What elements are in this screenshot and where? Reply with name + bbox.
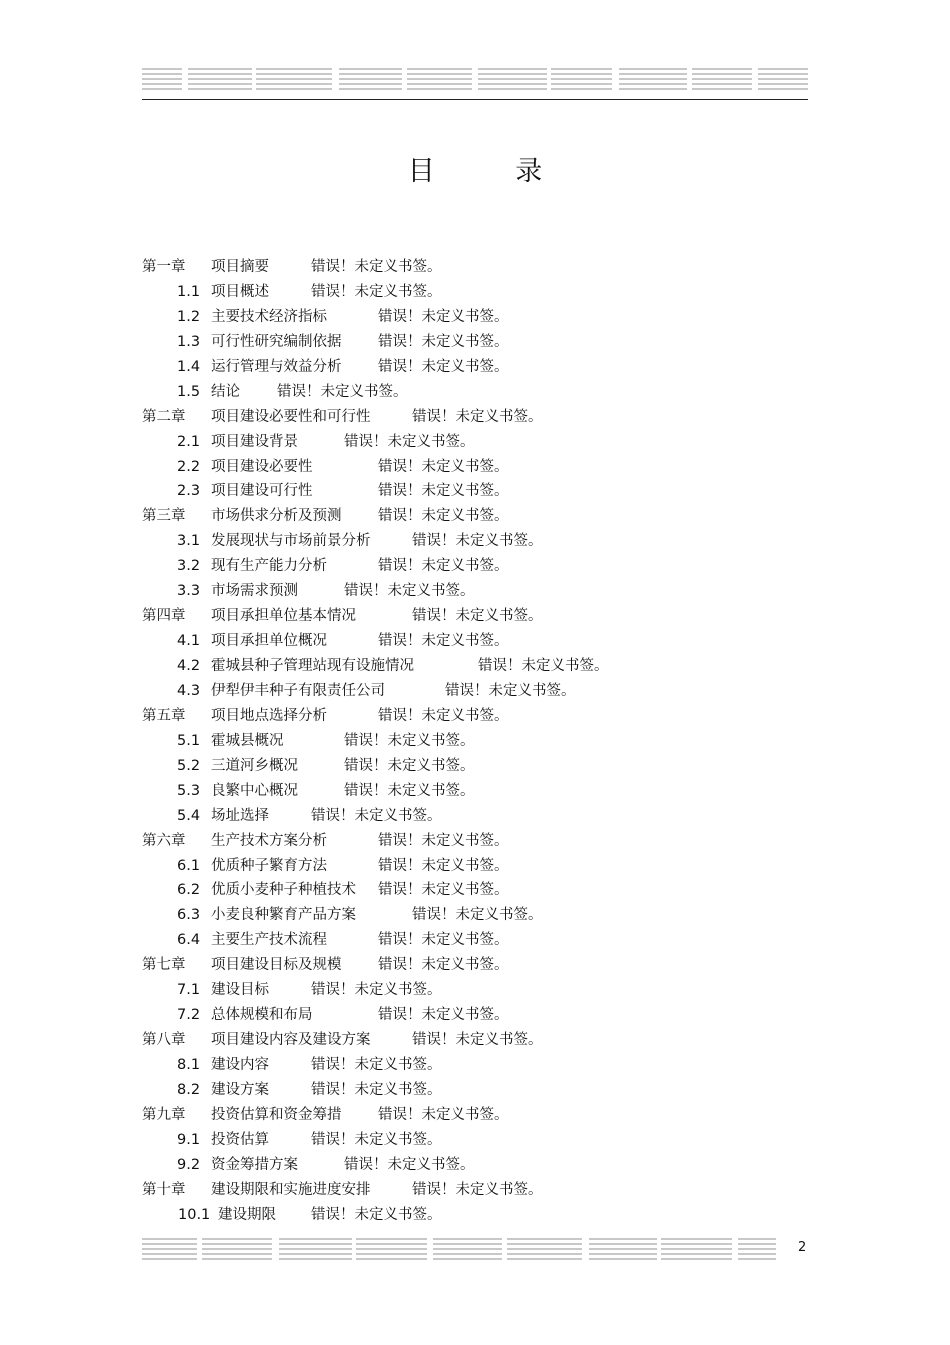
toc-entry[interactable] <box>142 305 762 330</box>
toc-entry-number: 9.1 <box>177 1131 201 1148</box>
toc-entry-page-ref: 错误！未定义书签。 <box>311 1131 442 1148</box>
toc-entry-number: 第三章 <box>142 508 186 525</box>
toc-entry-title: 建设期限 <box>218 1206 276 1223</box>
footer-blurred-text <box>142 1236 776 1264</box>
toc-entry[interactable] <box>142 903 762 928</box>
toc-entry-page-ref: 错误！未定义书签。 <box>378 857 509 874</box>
toc-entry-title: 建设方案 <box>211 1081 269 1098</box>
toc-entry[interactable] <box>142 654 762 679</box>
toc-entry-page-ref: 错误！未定义书签。 <box>344 732 475 749</box>
toc-entry-title: 总体规模和布局 <box>211 1007 313 1024</box>
toc-entry-title: 小麦良种繁育产品方案 <box>211 907 356 924</box>
toc-entry-page-ref: 错误！未定义书签。 <box>378 832 509 849</box>
toc-entry-title: 项目承担单位概况 <box>211 633 327 650</box>
toc-entry-page-ref: 错误！未定义书签。 <box>311 982 442 999</box>
toc-entry-title: 发展现状与市场前景分析 <box>211 533 371 550</box>
toc-entry-page-ref: 错误！未定义书签。 <box>445 682 576 699</box>
toc-entry-number: 9.2 <box>177 1156 201 1173</box>
toc-entry-number: 2.1 <box>177 433 201 450</box>
toc-entry-title: 良繁中心概况 <box>211 782 298 799</box>
toc-entry-title: 项目建设必要性和可行性 <box>211 408 371 425</box>
toc-entry-number: 1.2 <box>177 308 201 325</box>
toc-entry[interactable] <box>142 455 762 480</box>
toc-entry[interactable] <box>142 380 762 405</box>
toc-entry[interactable] <box>142 878 762 903</box>
toc-entry[interactable] <box>142 804 762 829</box>
toc-entry-page-ref: 错误！未定义书签。 <box>378 358 509 375</box>
toc-entry-page-ref: 错误！未定义书签。 <box>311 259 442 275</box>
toc-entry-page-ref: 错误！未定义书签。 <box>311 807 442 824</box>
toc-entry[interactable] <box>142 330 762 355</box>
toc-entry-page-ref: 错误！未定义书签。 <box>412 907 543 924</box>
toc-entry[interactable] <box>142 629 762 654</box>
toc-entry-number: 3.1 <box>177 533 201 550</box>
toc-entry-title: 建设期限和实施进度安排 <box>211 1181 371 1198</box>
toc-entry-page-ref: 错误！未定义书签。 <box>344 433 475 450</box>
toc-entry-title: 项目建设目标及规模 <box>211 957 342 974</box>
toc-entry-title: 伊犁伊丰种子有限责任公司 <box>211 682 385 699</box>
toc-entry-number: 第七章 <box>142 957 186 974</box>
toc-entry[interactable] <box>142 504 762 529</box>
toc-entry[interactable] <box>142 1103 762 1128</box>
toc-entry-title: 优质小麦种子种植技术 <box>211 882 356 899</box>
toc-entry-page-ref: 错误！未定义书签。 <box>412 1181 543 1198</box>
toc-entry-page-ref: 错误！未定义书签。 <box>311 1081 442 1098</box>
toc-entry-page-ref: 错误！未定义书签。 <box>378 932 509 949</box>
toc-entry-page-ref: 错误！未定义书签。 <box>311 283 442 300</box>
toc-entry-title: 项目建设内容及建设方案 <box>211 1032 371 1049</box>
toc-entry-title: 主要生产技术流程 <box>211 932 327 949</box>
toc-entry-title: 霍城县概况 <box>211 732 284 749</box>
toc-entry-number: 第一章 <box>142 259 186 275</box>
toc-entry[interactable] <box>142 704 762 729</box>
toc-entry[interactable] <box>142 854 762 879</box>
toc-entry[interactable] <box>142 1078 762 1103</box>
toc-entry-title: 运行管理与效益分析 <box>211 358 342 375</box>
toc-entry-title: 可行性研究编制依据 <box>211 333 342 350</box>
toc-entry-number: 第八章 <box>142 1032 186 1049</box>
toc-entry-number: 6.1 <box>177 857 201 874</box>
toc-entry[interactable] <box>142 529 762 554</box>
toc-entry-page-ref: 错误！未定义书签。 <box>344 782 475 799</box>
toc-entry-number: 2.2 <box>177 458 201 475</box>
header-blurred-text <box>142 66 808 96</box>
toc-entry-title: 结论 <box>211 383 240 400</box>
toc-entry-title: 生产技术方案分析 <box>211 832 327 849</box>
toc-list <box>142 255 762 1228</box>
toc-entry-number: 2.3 <box>177 483 201 500</box>
toc-entry-number: 第二章 <box>142 408 186 425</box>
toc-entry-title: 项目建设必要性 <box>211 458 313 475</box>
toc-entry-title: 资金筹措方案 <box>211 1156 298 1173</box>
toc-entry[interactable] <box>142 479 762 504</box>
toc-entry-number: 5.3 <box>177 782 201 799</box>
toc-entry-number: 3.3 <box>177 583 201 600</box>
toc-entry-title: 投资估算 <box>211 1131 269 1148</box>
toc-entry[interactable] <box>142 579 762 604</box>
toc-entry[interactable] <box>142 928 762 953</box>
toc-entry-number: 1.3 <box>177 333 201 350</box>
toc-entry-page-ref: 错误！未定义书签。 <box>378 333 509 350</box>
toc-entry-page-ref: 错误！未定义书签。 <box>344 1156 475 1173</box>
page-number: 2 <box>798 1240 807 1255</box>
toc-entry[interactable] <box>142 754 762 779</box>
toc-entry-number: 第九章 <box>142 1106 186 1123</box>
toc-entry-page-ref: 错误！未定义书签。 <box>412 1032 543 1049</box>
toc-entry-number: 第四章 <box>142 608 186 625</box>
toc-entry-number: 5.2 <box>177 757 201 774</box>
toc-entry[interactable] <box>142 280 762 305</box>
toc-entry-page-ref: 错误！未定义书签。 <box>378 707 509 724</box>
toc-entry-title: 建设内容 <box>211 1057 269 1073</box>
toc-entry-number: 5.4 <box>177 807 201 824</box>
toc-entry-page-ref: 错误！未定义书签。 <box>378 508 509 525</box>
toc-entry-page-ref: 错误！未定义书签。 <box>311 1057 442 1073</box>
toc-entry-page-ref: 错误！未定义书签。 <box>378 633 509 650</box>
toc-entry-title: 市场需求预测 <box>211 583 298 600</box>
toc-title: 目 录 <box>407 156 579 187</box>
toc-entry[interactable] <box>142 1203 762 1228</box>
toc-entry-page-ref: 错误！未定义书签。 <box>412 533 543 550</box>
toc-entry-title: 项目地点选择分析 <box>211 707 327 724</box>
toc-entry-page-ref: 错误！未定义书签。 <box>344 757 475 774</box>
toc-entry-number: 5.1 <box>177 732 201 749</box>
toc-entry-number: 8.1 <box>177 1057 201 1073</box>
toc-entry-number: 4.2 <box>177 658 201 674</box>
toc-entry[interactable] <box>142 729 762 754</box>
toc-entry[interactable] <box>142 405 762 430</box>
toc-entry-number: 10.1 <box>178 1206 211 1223</box>
toc-entry[interactable] <box>142 679 762 704</box>
toc-entry[interactable] <box>142 355 762 380</box>
toc-entry-title: 投资估算和资金筹措 <box>211 1106 342 1123</box>
toc-entry-title: 现有生产能力分析 <box>211 558 327 575</box>
toc-entry-title: 市场供求分析及预测 <box>211 508 342 525</box>
toc-entry[interactable] <box>142 1053 762 1078</box>
toc-entry-title: 优质种子繁育方法 <box>211 857 327 874</box>
toc-entry-page-ref: 错误！未定义书签。 <box>412 408 543 425</box>
toc-entry-number: 4.1 <box>177 633 201 650</box>
toc-entry[interactable] <box>142 1178 762 1203</box>
toc-entry-title: 项目承担单位基本情况 <box>211 608 356 625</box>
toc-entry-number: 1.4 <box>177 358 201 375</box>
toc-entry[interactable] <box>142 953 762 978</box>
toc-entry-number: 6.2 <box>177 882 201 899</box>
toc-entry-page-ref: 错误！未定义书签。 <box>478 658 609 674</box>
toc-entry-title: 霍城县种子管理站现有设施情况 <box>211 658 414 674</box>
toc-entry-number: 1.5 <box>177 383 201 400</box>
toc-entry-number: 7.2 <box>177 1007 201 1024</box>
toc-entry-number: 7.1 <box>177 982 201 999</box>
toc-entry-number: 第六章 <box>142 832 186 849</box>
toc-entry-number: 8.2 <box>177 1081 201 1098</box>
toc-entry[interactable] <box>142 604 762 629</box>
toc-entry-number: 第十章 <box>142 1181 186 1198</box>
toc-entry-page-ref: 错误！未定义书签。 <box>378 882 509 899</box>
toc-entry-number: 4.3 <box>177 682 201 699</box>
toc-entry[interactable] <box>142 1028 762 1053</box>
toc-entry-title: 主要技术经济指标 <box>211 308 327 325</box>
toc-entry-page-ref: 错误！未定义书签。 <box>378 308 509 325</box>
toc-entry[interactable] <box>142 829 762 854</box>
toc-entry-page-ref: 错误！未定义书签。 <box>412 608 543 625</box>
toc-entry-page-ref: 错误！未定义书签。 <box>378 458 509 475</box>
toc-entry-title: 项目建设背景 <box>211 433 298 450</box>
toc-entry[interactable] <box>142 1003 762 1028</box>
toc-entry-number: 1.1 <box>177 283 201 300</box>
toc-entry-page-ref: 错误！未定义书签。 <box>277 383 408 400</box>
toc-entry-page-ref: 错误！未定义书签。 <box>344 583 475 600</box>
header-rule <box>142 99 808 100</box>
toc-entry[interactable] <box>142 779 762 804</box>
toc-entry[interactable] <box>142 255 762 280</box>
toc-entry-page-ref: 错误！未定义书签。 <box>378 1007 509 1024</box>
toc-entry-page-ref: 错误！未定义书签。 <box>378 1106 509 1123</box>
toc-entry-page-ref: 错误！未定义书签。 <box>378 483 509 500</box>
toc-entry-title: 项目摘要 <box>211 259 269 275</box>
toc-entry[interactable] <box>142 1153 762 1178</box>
toc-entry-title: 三道河乡概况 <box>211 757 298 774</box>
toc-entry-number: 第五章 <box>142 707 186 724</box>
toc-entry[interactable] <box>142 1128 762 1153</box>
toc-entry[interactable] <box>142 554 762 579</box>
toc-entry-page-ref: 错误！未定义书签。 <box>311 1206 442 1223</box>
toc-entry-page-ref: 错误！未定义书签。 <box>378 957 509 974</box>
toc-entry-title: 项目概述 <box>211 283 269 300</box>
toc-entry-number: 6.3 <box>177 907 201 924</box>
toc-entry-number: 6.4 <box>177 932 201 949</box>
toc-entry-title: 项目建设可行性 <box>211 483 313 500</box>
toc-entry-title: 建设目标 <box>211 982 269 999</box>
toc-entry-number: 3.2 <box>177 558 201 575</box>
toc-entry-title: 场址选择 <box>211 807 269 824</box>
toc-entry[interactable] <box>142 978 762 1003</box>
toc-entry-page-ref: 错误！未定义书签。 <box>378 558 509 575</box>
toc-entry[interactable] <box>142 430 762 455</box>
